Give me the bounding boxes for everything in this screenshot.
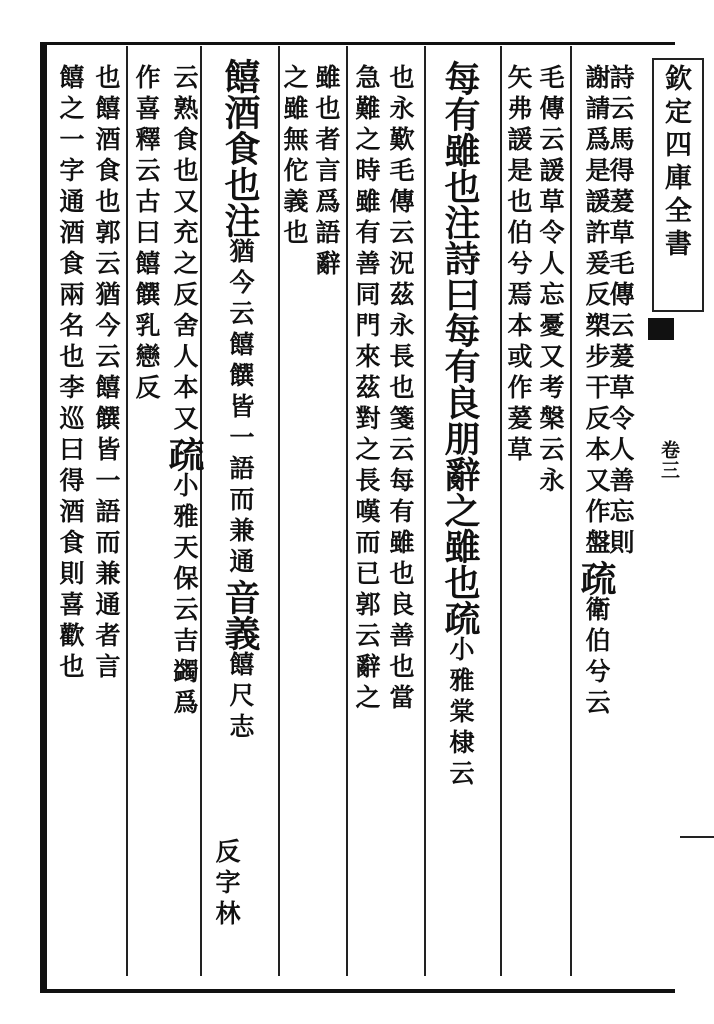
text-column-annotation <box>214 838 239 931</box>
text-column <box>94 64 119 684</box>
commentary-segment: 毛傳云諼草令人忘憂又考槃云永 <box>536 64 565 498</box>
commentary-segment: 饎尺志 <box>226 651 255 744</box>
volume-label: 卷三 <box>658 440 680 480</box>
text-column <box>219 58 261 744</box>
commentary-segment: 小雅天保云吉蠲爲 <box>170 472 199 720</box>
commentary-segment: 猶今云饎饌皆一語而兼通 <box>226 238 255 579</box>
book-title: 欽定四庫全書 <box>660 64 691 262</box>
text-column <box>282 64 307 250</box>
text-column <box>506 64 531 467</box>
headword-segment: 每有雖也注詩曰每有良朋辭之雖也疏 <box>439 60 481 636</box>
headword-segment: 疏 <box>163 436 205 472</box>
column-rule <box>346 46 348 976</box>
commentary-segment: 急難之時雖有善同門來茲對之長嘆而已郭云辭之 <box>352 64 381 715</box>
column-rule <box>424 46 426 976</box>
commentary-segment: 小雅棠棣云 <box>446 636 475 791</box>
headword-segment: 疏 <box>575 560 617 596</box>
column-rule <box>500 46 502 976</box>
column-rule <box>570 46 572 976</box>
commentary-segment: 矢弗諼是也伯兮焉本或作萲草 <box>504 64 533 467</box>
commentary-segment: 也永歎毛傳云況茲永長也箋云每有雖也良善也當 <box>386 64 415 715</box>
commentary-segment: 云熟食也又充之反舍人本又 <box>170 64 199 436</box>
text-column <box>354 64 379 715</box>
commentary-segment: 衛伯兮云 <box>582 596 611 720</box>
text-column <box>388 64 413 715</box>
text-column <box>314 64 339 281</box>
column-rule <box>126 46 128 976</box>
text-column <box>58 64 83 684</box>
text-segment: 反字林 <box>212 838 241 931</box>
edge-mark <box>680 836 714 838</box>
text-column <box>134 64 159 405</box>
text-segment: 作喜釋云古曰饎饌乳戀反 <box>132 64 161 405</box>
commentary-segment: 也饎酒食也郭云猶今云饎饌皆一語而兼通者言 <box>92 64 121 684</box>
commentary-segment: 饎之一字通酒食兩名也李巡曰得酒食則喜歡也 <box>56 64 85 684</box>
text-column <box>163 64 205 720</box>
headword-segment: 饎酒食也注 <box>219 58 261 238</box>
commentary-segment: 詩云馬得萲草毛傳云萲草令人善忘則 <box>606 64 635 560</box>
commentary-segment: 雖也者言爲語辭 <box>312 64 341 281</box>
text-column <box>575 64 617 720</box>
commentary-segment: 謝請爲是諼許爰反槊步干反本又作盤 <box>582 64 611 560</box>
headword-segment: 音義 <box>219 579 261 651</box>
text-column <box>538 64 563 498</box>
commentary-segment: 之雖無佗義也 <box>280 64 309 250</box>
text-column <box>439 60 481 791</box>
black-block <box>648 318 674 340</box>
